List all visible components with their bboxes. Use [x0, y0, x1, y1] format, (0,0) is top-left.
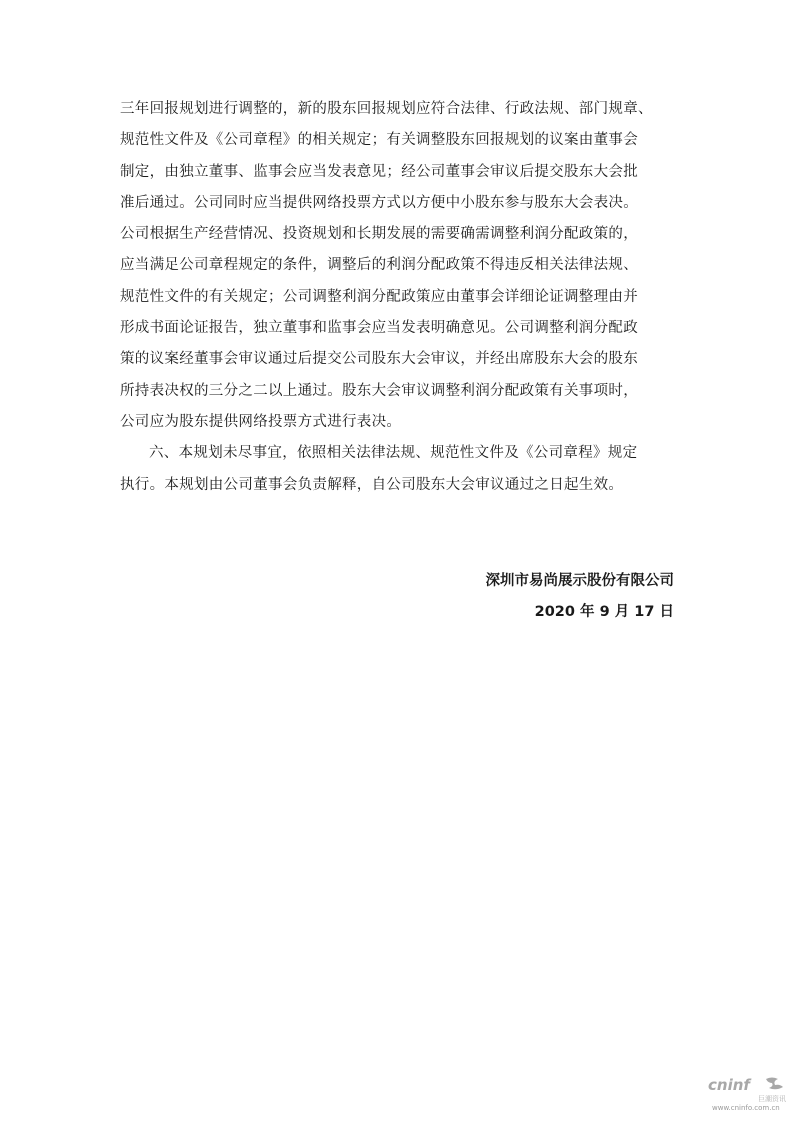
paragraph-line: 应当满足公司章程规定的条件，调整后的利润分配政策不得违反相关法律法规、 [120, 257, 638, 274]
section-six-line: 六、本规划未尽事宜，依照相关法律法规、规范性文件及《公司章程》规定 [149, 445, 638, 462]
paragraph-line: 规范性文件的有关规定；公司调整利润分配政策应由董事会详细论证调整理由并 [120, 288, 638, 305]
company-name: 深圳市易尚展示股份有限公司 [485, 573, 674, 589]
signature-date: 2020 年 9 月 17 日 [534, 604, 674, 620]
svg-text:巨潮资讯: 巨潮资讯 [758, 1095, 786, 1103]
watermark-url: www.cninfo.com.cn [712, 1104, 780, 1112]
paragraph-line: 策的议案经董事会审议通过后提交公司股东大会审议，并经出席股东大会的股东 [120, 351, 638, 368]
document-body [120, 94, 680, 501]
paragraph-line: 规范性文件及《公司章程》的相关规定；有关调整股东回报规划的议案由董事会 [120, 132, 638, 149]
paragraph-line: 三年回报规划进行调整的，新的股东回报规划应符合法律、行政法规、部门规章、 [120, 101, 653, 117]
svg-text:cninf: cninf [708, 1076, 750, 1094]
paragraph-line: 形成书面论证报告，独立董事和监事会应当发表明确意见。公司调整利润分配政 [120, 320, 638, 337]
paragraph-line: 准后通过。公司同时应当提供网络投票方式以方便中小股东参与股东大会表决。 [120, 194, 638, 211]
signature-block [486, 566, 675, 628]
paragraph-line: 公司应为股东提供网络投票方式进行表决。 [120, 413, 402, 430]
paragraph-line: 制定，由独立董事、监事会应当发表意见；经公司董事会审议后提交股东大会批 [120, 163, 638, 180]
cninfo-logo-icon [706, 1074, 788, 1104]
paragraph-line: 公司根据生产经营情况、投资规划和长期发展的需要确需调整利润分配政策的， [120, 226, 638, 243]
section-six-line: 执行。本规划由公司董事会负责解释，自公司股东大会审议通过之日起生效。 [120, 476, 624, 493]
paragraph-line: 所持表决权的三分之二以上通过。股东大会审议调整利润分配政策有关事项时， [120, 382, 638, 399]
cninfo-watermark [706, 1074, 788, 1116]
